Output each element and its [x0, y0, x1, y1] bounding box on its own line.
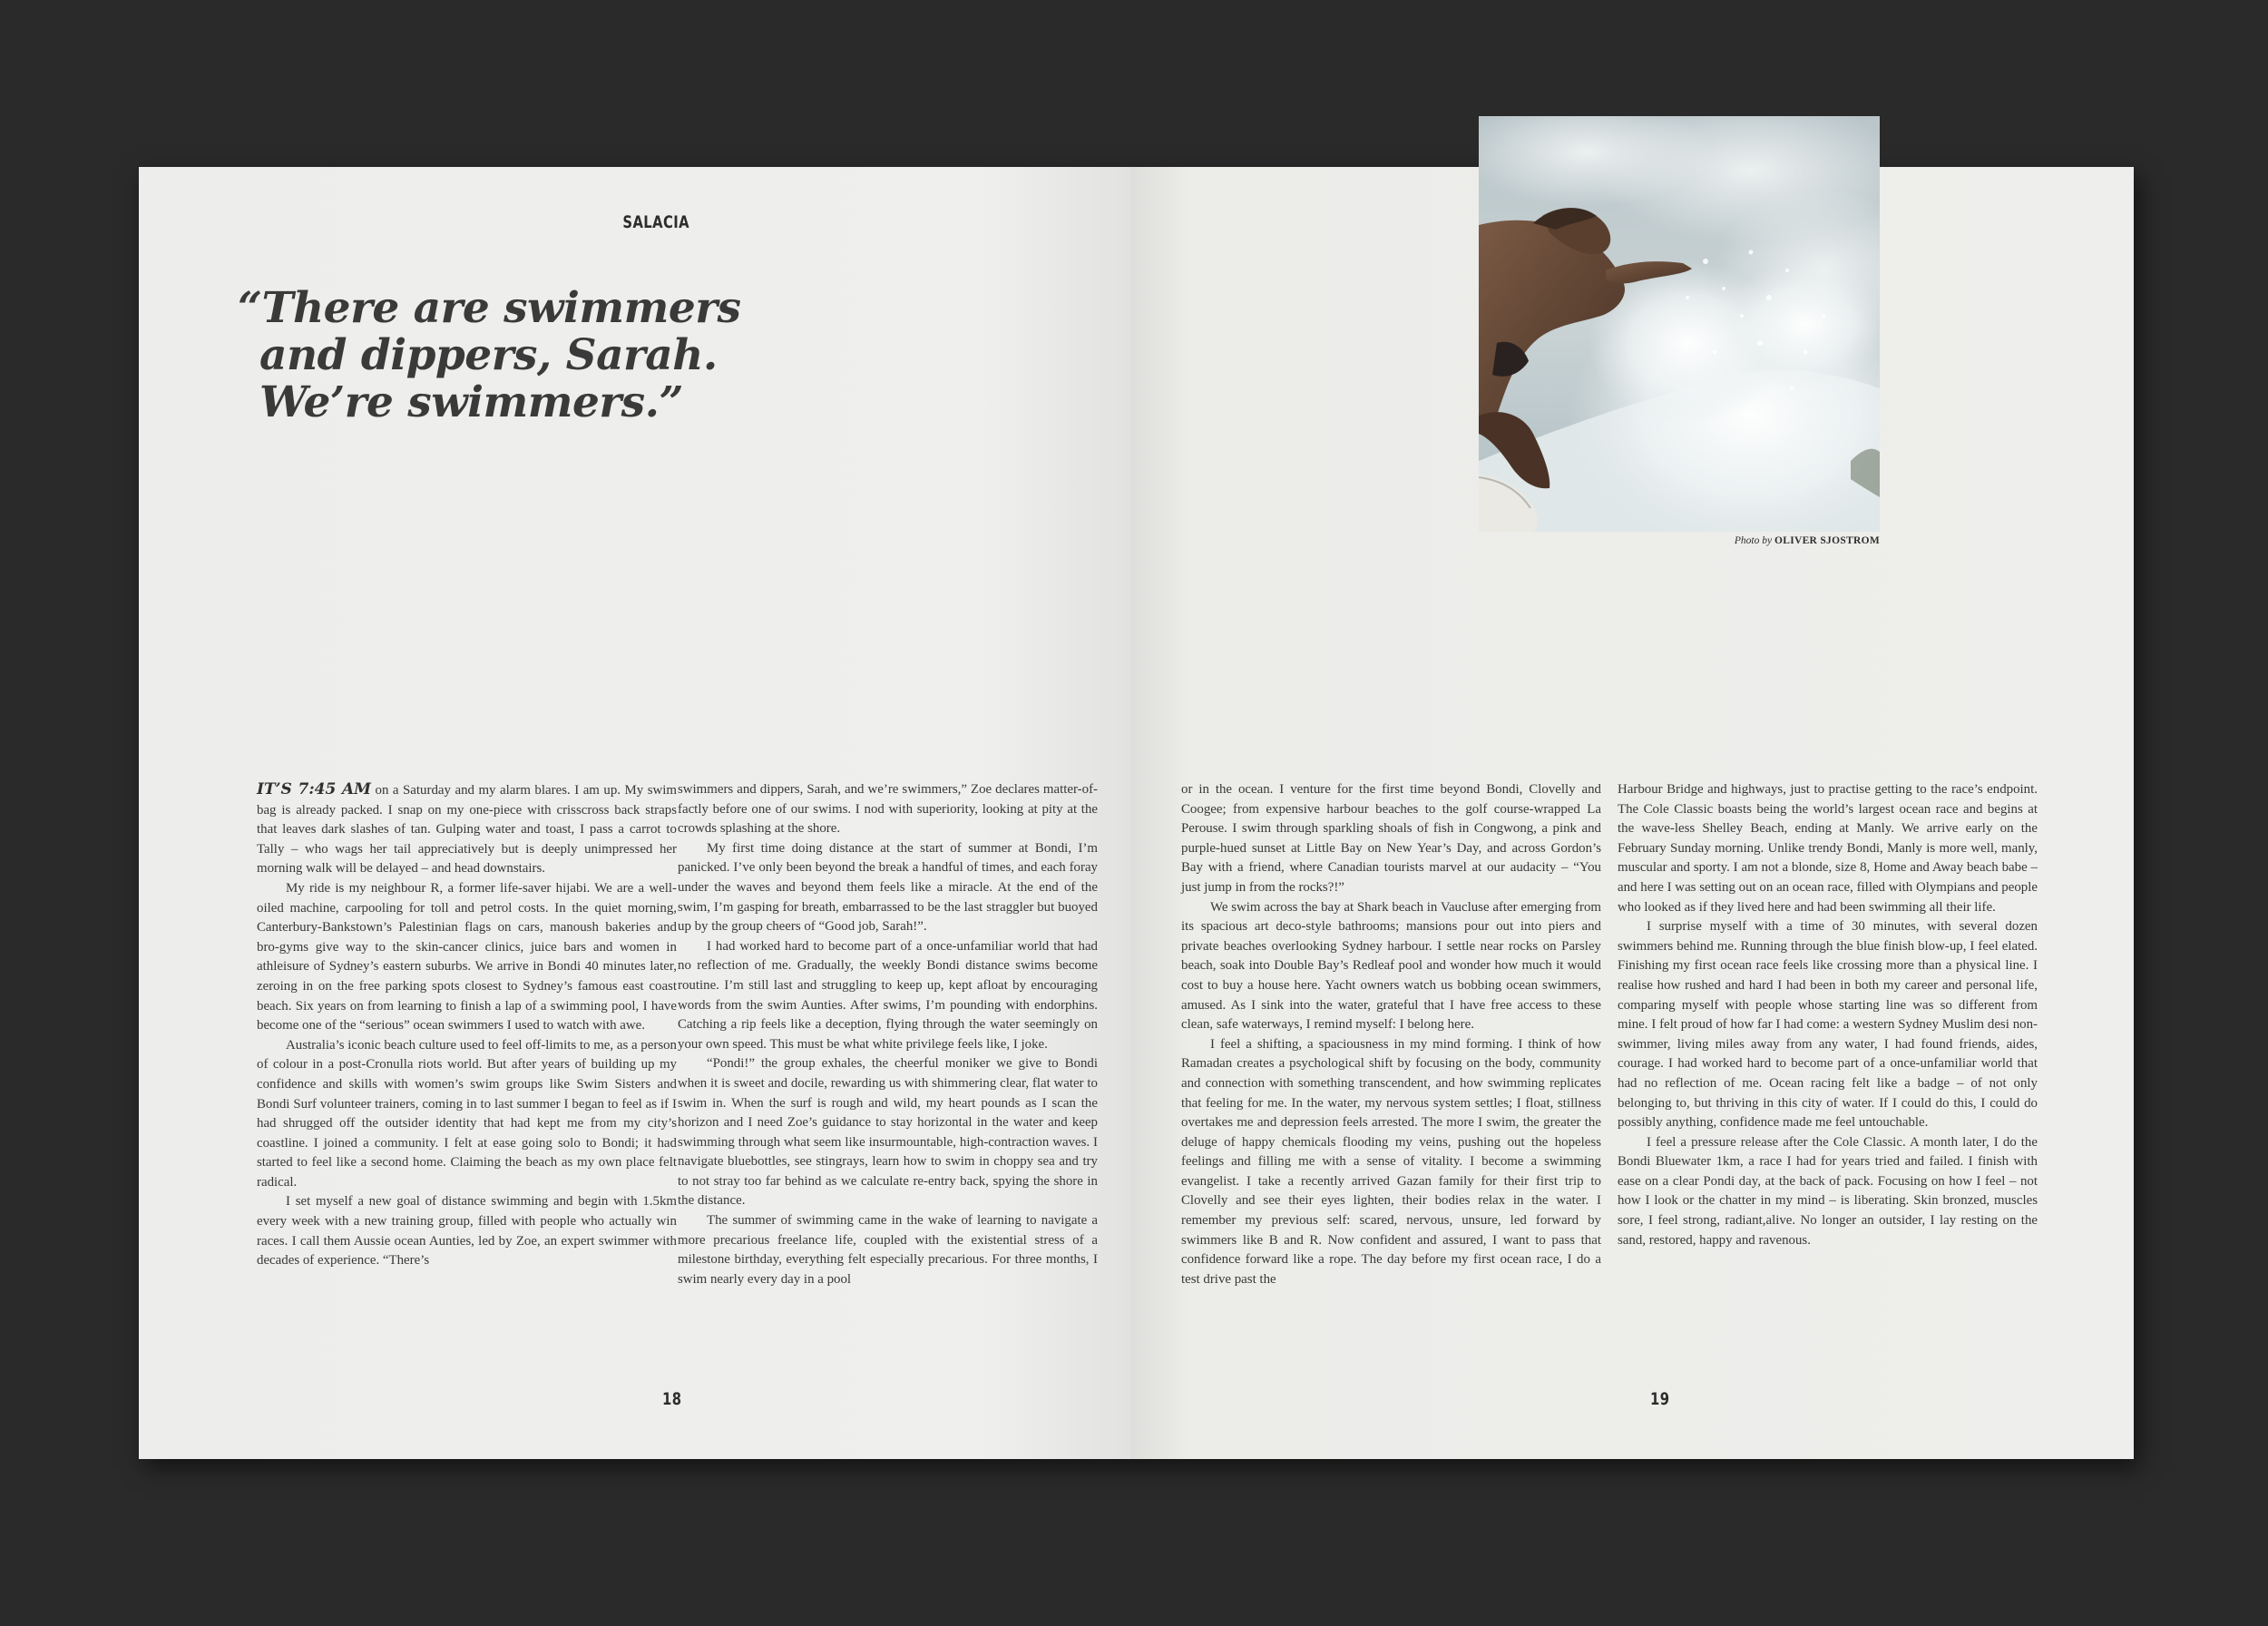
surfer-image: [1479, 116, 1880, 532]
article-paragraph: I set myself a new goal of distance swimming and begin with 1.5km every week with a new training group, filled with people who actually win races. I call them Aussie ocean Aunties, led by Zoe, an expert swimmer with decades of experience. “There’s: [257, 1194, 677, 1268]
article-paragraph: My ride is my neighbour R, a former life-saver hijabi. We are a well-oiled machine, carpooling for toll and petrol costs. In the quiet morning, Canterbury-Bankstown’s Palestinian flags on cars, manoush bakeries and bro-gyms give way to the skin-cancer clinics, juice bars and women in athleisure of Sydney’s eastern suburbs. We arrive in Bondi 40 minutes later, zeroing in on the free parking spots closest to Sydney’s famous east coast beach. Six years on from learning to finish a lap of a swimming pool, I have become one of the “serious” ocean swimmers I used to watch with awe.: [257, 880, 677, 1033]
article-paragraph: We swim across the bay at Shark beach in Vaucluse after emerging from its spacious art deco-style bathrooms; mansions pour out into piers and private beaches overlooking Sydney harbour. I settle near rocks on Parsley beach, soak into Double Bay’s Redleaf pool and wonder how much it would cost to buy a house here. Yacht owners watch us bobbing ocean swimmers, amused. As I sink into the water, grateful that I have free access to these clean, safe waterways, I remind myself: I belong here.: [1181, 899, 1601, 1033]
pull-quote-line-2: and dippers, Sarah.: [259, 330, 718, 380]
article-paragraph: I surprise myself with a time of 30 minutes, with several dozen swimmers behind me. Running through the blue finish blow-up, I feel elated. Finishing my first ocean race feels like crossing more than a physical line. I realise how rushed and hard I had been in both my career and personal life, comparing myself with people whose starting line was so different from mine. I felt proud of how far I had come: a western Sydney Muslim desi non-swimmer, living miles away from any water, I had found friends, aides, courage. I had worked hard to become part of a once-unfamiliar world that had no reflection of me. Ocean racing felt like a badge – of not only belonging to, but thriving in this city of water. If I could do this, I could do possibly anything, confidence made me feel untouchable.: [1618, 919, 2038, 1131]
left-page: [139, 167, 1130, 1459]
article-paragraph: I feel a shifting, a spaciousness in my mind forming. I think of how Ramadan creates a psychological shift by focusing on the body, community and connection with something transcendent, and how swimming replicates that feeling for me. In the water, my nervous system settles; I float, stillness overtakes me and depression feels arrested. The more I swim, the greater the deluge of happy chemicals flooding my veins, pushing out the hopeless feelings and filling me with a sense of vitality. I become a swimming evangelist. I take a recently arrived Gazan family for their first trip to Clovelly and see their eyes lighten, their bodies relax in the water. I remember my previous self: scared, nervous, unsure, led forward by swimmers like B and R. Now confident and assured, I want to pass that confidence forward like a rope. The day before my first ocean race, I do a test drive past the: [1181, 1036, 1601, 1287]
article-column-4: [1618, 780, 2038, 1250]
right-page-number: 19: [1650, 1389, 1670, 1409]
lead-in: IT’S 7:45 AM: [257, 780, 371, 798]
pull-quote-line-1: “There are swimmers: [238, 283, 741, 333]
article-column-1: [257, 780, 677, 1271]
article-paragraph: I had worked hard to become part of a once-unfamiliar world that had no reflection of me. Gradually, the weekly Bondi distance swims become routine. I’m still last and struggling to keep up, kept afloat by encouraging words from the swim Aunties. After swims, I’m pounding with endorphins. Catching a rip feels like a deception, flying through the water seemingly on your own speed. This must be what white privilege feels like, I joke.: [678, 938, 1098, 1052]
photo-credit: [1479, 532, 1880, 546]
article-paragraph: My first time doing distance at the start of summer at Bondi, I’m panicked. I’ve only been beyond the break a handful of times, and each foray under the waves and beyond them feels like a miracle. At the end of the swim, I’m gasping for breath, embarrassed to be the last straggler but buoyed up by the group cheers of “Good job, Sarah!”.: [678, 840, 1098, 935]
left-running-head: SALACIA: [622, 212, 690, 232]
photo-credit-name: OLIVER SJOSTROM: [1774, 535, 1880, 546]
photo-credit-prefix: Photo by: [1734, 535, 1773, 546]
article-paragraph: [257, 780, 677, 879]
article-column-3: [1181, 780, 1601, 1289]
article-column-2: [678, 780, 1098, 1289]
swimmer-photo: [1479, 116, 1880, 532]
article-paragraph: I feel a pressure release after the Cole Classic. A month later, I do the Bondi Bluewater 1km, a race I had for years tried and failed. I finish with ease on a clear Pondi day, at the back of pack. Focusing on how I feel – not how I look or the chatter in my mind – is liberating. Skin bronzed, muscles sore, I feel strong, radiant,alive. No longer an outsider, I lay resting on the sand, restored, happy and ravenous.: [1618, 1134, 2038, 1248]
pull-quote: [238, 285, 746, 426]
article-paragraph: or in the ocean. I venture for the first time beyond Bondi, Clovelly and Coogee; from expensive harbour beaches to the golf course-wrapped La Perouse. I swim through sparkling shoals of fish in Congwong, a pink and purple-hued sunset at Little Bay on New Year’s Day, and across Gordon’s Bay with a friend, where Canadian tourists marvel at our audacity – “You just jump in from the rocks?!”: [1181, 782, 1601, 895]
article-paragraph: “Pondi!” the group exhales, the cheerful moniker we give to Bondi when it is sweet and docile, rewarding us with shimmering clear, flat water to swim in. When the surf is rough and wild, my heart pounds as I scan the horizon and I need Zoe’s guidance to stay horizontal in the water and keep swimming through what seem like insurmountable, high-contraction waves. I navigate bluebottles, see stingrays, learn how to swim in choppy sea and try to not stray too far behind as we calculate re-entry back, spying the shore in the distance.: [678, 1056, 1098, 1209]
paragraph-text: on a Saturday and my alarm blares. I am up. My swim bag is already packed. I snap on my one-piece with crisscross back straps that leaves dark slashes of tan. Gulping water and toast, I pass a carrot to Tally – who wags her tail appreciatively but is deeply unimpressed her morning walk will be delayed – and head downstairs.: [257, 783, 677, 877]
left-page-number: 18: [662, 1389, 682, 1409]
article-paragraph: The summer of swimming came in the wake of learning to navigate a more precarious freelance life, coupled with the existential stress of a milestone birthday, everything felt especially precarious. For three months, I swim nearly every day in a pool: [678, 1213, 1098, 1287]
article-paragraph: swimmers and dippers, Sarah, and we’re swimmers,” Zoe declares matter-of-factly before one of our swims. I nod with superiority, looking at pity at the crowds splashing at the shore.: [678, 782, 1098, 837]
article-paragraph: Harbour Bridge and highways, just to practise getting to the race’s endpoint. The Cole Classic boasts being the world’s largest ocean race and begins at the wave-less Shelley Beach, ending at Manly. We arrive early on the February Sunday morning. Unlike trendy Bondi, Manly is more well, manly, muscular and sporty. I am not a blonde, size 8, Home and Away beach babe – and here I was setting out on an ocean race, filled with Olympians and people who looked as if they lived here and had been swimming all their life.: [1618, 782, 2038, 915]
pull-quote-line-3: We’re swimmers.”: [259, 377, 684, 427]
article-paragraph: Australia’s iconic beach culture used to feel off-limits to me, as a person of colour in a post-Cronulla riots world. But after years of building up my confidence and skills with women’s swim groups like Swim Sisters and Bondi Surf volunteer trainers, coming in to last summer I began to feel as if I had shrugged off the outsider identity that had kept me from my city’s coastline. I joined a community. I felt at ease going solo to Bondi; it had started to feel like a second home. Claiming the beach as my own place felt radical.: [257, 1037, 678, 1190]
